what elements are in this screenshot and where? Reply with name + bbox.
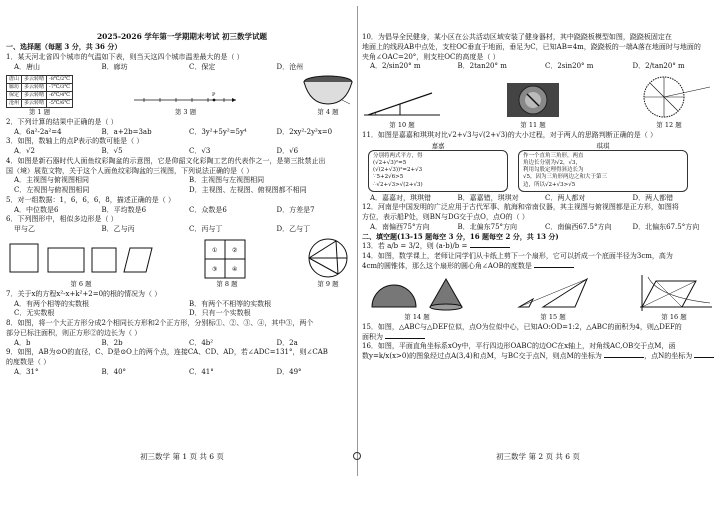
question-4-options-ab bbox=[14, 176, 358, 185]
figure-row-2 bbox=[6, 236, 358, 288]
option-b: B．廊坊 bbox=[101, 62, 128, 71]
figure-caption: 第 14 题 bbox=[404, 312, 430, 321]
option-b: B．a+2b=3ab bbox=[101, 127, 152, 136]
svg-text:③: ③ bbox=[212, 265, 218, 273]
option-a: A．31° bbox=[14, 367, 39, 376]
question-1-options bbox=[14, 63, 358, 72]
question-16: 16．如图，平面直角坐标系xOy中，平行四边形OABC的边OC在x轴上，对角线AC,OB交于点M，函 bbox=[362, 342, 676, 351]
figure-row-2 bbox=[362, 273, 714, 321]
option-c: C．南偏西67.5°方向 bbox=[545, 222, 612, 231]
polygons-figure bbox=[6, 238, 156, 280]
svg-text:①: ① bbox=[212, 246, 218, 254]
jiajia-label: 嘉嘉 bbox=[431, 141, 445, 150]
question-16-cont: 数y=k/x(x>0)的图象经过点A(3,4)和点M，与BC交于点N，则点M的坐标为 ，点N的坐标为 bbox=[362, 352, 714, 361]
question-10-options bbox=[370, 62, 714, 71]
option-d: D．两人都错 bbox=[632, 193, 674, 202]
compass-circle-figure bbox=[624, 73, 714, 121]
option-a: A．主视图与俯视图相同 bbox=[14, 176, 90, 185]
svg-text:②: ② bbox=[232, 246, 238, 254]
option-a: A．2/sin20° m bbox=[370, 62, 421, 71]
figure-caption: 第 9 题 bbox=[317, 279, 339, 288]
option-b: B．嘉嘉错，琪琪对 bbox=[457, 193, 519, 202]
option-a: A．中位数是6 bbox=[14, 205, 59, 214]
answer-blank[interactable] bbox=[694, 357, 714, 358]
coordinate-figure bbox=[634, 273, 714, 313]
option-a: A．√2 bbox=[14, 147, 35, 155]
question-12-options bbox=[370, 223, 714, 232]
figure-row-1 bbox=[362, 73, 714, 129]
figure-caption: 第 4 题 bbox=[317, 107, 339, 116]
figure-q15 bbox=[513, 273, 593, 321]
option-c: C．保定 bbox=[189, 62, 216, 71]
question-11: 11．如图是嘉嘉和琪琪对比√2+√3与√(2+√3)的大小过程，对于两人的思路判断正确的是（ ） bbox=[362, 131, 657, 140]
number-line-figure bbox=[130, 90, 240, 108]
exam-page-right bbox=[362, 0, 714, 509]
figure-caption: 第 16 题 bbox=[661, 312, 687, 321]
figure-q14 bbox=[362, 275, 472, 321]
option-a: A．嘉嘉对，琪琪错 bbox=[370, 193, 432, 202]
figure-q8 bbox=[201, 238, 253, 288]
question-7-options-ab bbox=[14, 300, 358, 309]
figure-q10 bbox=[362, 81, 442, 129]
question-13: 13．若 a/b = 3/2，则 (a-b)/b = bbox=[362, 242, 714, 251]
option-b: B．主视图与左视图相同 bbox=[189, 176, 265, 185]
square-grid-figure bbox=[201, 238, 253, 280]
qiqi-label: 琪琪 bbox=[596, 141, 610, 150]
question-2: 2．下列计算的结果中正确的是（ ） bbox=[6, 117, 118, 126]
question-8: 8．如图，将一个大正方形分成2个相同长方形和2个正方形，分别标①、②、③、④，其中③，两个 bbox=[6, 319, 314, 328]
answer-blank[interactable] bbox=[470, 247, 510, 248]
binding-hole bbox=[353, 452, 361, 460]
figure-row-1 bbox=[6, 74, 358, 116]
answer-blank[interactable] bbox=[385, 338, 425, 339]
similar-triangles-figure bbox=[513, 273, 593, 313]
option-a: A．唐山 bbox=[14, 62, 41, 71]
question-3-options bbox=[14, 147, 358, 156]
question-9-options bbox=[14, 368, 358, 377]
option-d: D．2a bbox=[276, 338, 298, 347]
jiajia-speech: 分别将两式平方，得 (√2+√3)²=5 (√(2+√3))²=2+√3 ∵5+2√6>5 ∴√2+√3>√(2+√3) bbox=[368, 150, 508, 192]
sector-cone-figure bbox=[362, 275, 472, 313]
option-b: B．2b bbox=[101, 338, 123, 347]
question-6-options bbox=[14, 225, 358, 234]
exam-page-left bbox=[6, 0, 358, 509]
question-10-cont: 地面上的线段AB中点处，支柱OC垂直于地面，垂足为C，已知AB=4m，跷跷板的一端A落在地面时与地面的 bbox=[362, 42, 701, 51]
answer-blank[interactable] bbox=[534, 267, 574, 268]
figure-q3 bbox=[130, 90, 240, 116]
question-9-cont: 的度数是（ ） bbox=[6, 358, 51, 367]
question-5: 5．对一组数据：1，6，6，6，8，描述正确的是（ ） bbox=[6, 195, 175, 204]
option-d: D．北偏东67.5°方向 bbox=[632, 222, 700, 231]
qiqi-panel bbox=[518, 142, 688, 192]
option-a: A．6a²-2a²=4 bbox=[14, 127, 62, 136]
option-d: D．乙与丁 bbox=[276, 225, 311, 233]
option-c: C．3y²+5y²=5y⁴ bbox=[189, 127, 247, 136]
figure-q6 bbox=[6, 238, 156, 288]
option-b: B．乙与丙 bbox=[101, 225, 135, 233]
page-footer: 初三数学 第 2 页 共 6 页 bbox=[496, 451, 580, 461]
option-b: B．40° bbox=[101, 367, 127, 376]
page-divider bbox=[357, 6, 358, 476]
figure-q1 bbox=[6, 75, 73, 116]
qiqi-speech: 作一个直角三角形，两直 角边长分别为√2，√3， 利用勾股定理得斜边长为 √5，因为三角形两边之和大于第三 边，所以√2+√3>√5 bbox=[518, 150, 688, 192]
option-d: D．只有一个实数根 bbox=[189, 309, 251, 318]
option-c: C．左视图与俯视图相同 bbox=[14, 186, 90, 194]
question-15: 15．如图，△ABC与△DEF位似，点O为位似中心，已知AO:OD=1:2，△ABC的面积为4，则△DEF的 bbox=[362, 322, 682, 331]
question-8-cont: 部分已标注面积，则正方形②的边长为（ ） bbox=[6, 328, 142, 337]
question-11-options bbox=[370, 194, 714, 203]
figure-q12 bbox=[624, 73, 714, 129]
option-a: 甲与乙 bbox=[14, 225, 35, 233]
option-d: D．2/tan20° m bbox=[632, 62, 685, 71]
question-9: 9．如图，AB为⊙O的直径，C、D是⊙O上的两个点，连接CA、CD、AD，若∠ADC=131°，则∠CAB bbox=[6, 348, 328, 357]
figure-caption: 第 12 题 bbox=[656, 121, 682, 129]
exam-title: 2025-2026 学年第一学期期末考试 初三数学试题 bbox=[96, 32, 268, 41]
option-c: C．无实数根 bbox=[14, 309, 55, 318]
question-6: 6．下列图形中，相似多边形是（ ） bbox=[6, 215, 118, 224]
option-c: C．√3 bbox=[189, 147, 211, 155]
question-12-cont: 方位，表示船P处，则BN与DG交于点O，点O的（ ） bbox=[362, 213, 529, 222]
question-7-options-cd bbox=[14, 309, 358, 318]
question-4-options-cd bbox=[14, 186, 358, 195]
figure-caption: 第 6 题 bbox=[70, 279, 92, 288]
question-10: 10．为倡导全民健身，某小区在公共活动区域安装了健身器材，其中跷跷板模型如图，跷跷板固定在 bbox=[362, 33, 672, 41]
figure-caption: 第 3 题 bbox=[174, 107, 197, 116]
question-14: 14．如图，数学课上，老师让同学们从卡纸上剪下一个扇形，它可以折成一个底面半径为3cm，高为 bbox=[362, 252, 673, 261]
option-a: A．南偏西75°方向 bbox=[370, 222, 430, 231]
answer-blank[interactable] bbox=[604, 357, 644, 358]
option-b: B．2tan20° m bbox=[457, 62, 507, 71]
figure-q16 bbox=[634, 273, 714, 321]
option-a: A．有两个相等的实数根 bbox=[14, 299, 90, 308]
option-c: C．众数是6 bbox=[189, 205, 227, 214]
option-c: C．4b² bbox=[189, 338, 214, 347]
option-d: D．主视图、左视图、俯视图都不相同 bbox=[189, 186, 307, 194]
option-d: D．方差是7 bbox=[276, 205, 315, 214]
section-heading-fill: 二、填空题(13-15 题每空 3 分，16 题每空 2 分，共 13 分) bbox=[362, 231, 559, 241]
option-b: B．√5 bbox=[101, 147, 123, 155]
figure-caption: 第 8 题 bbox=[216, 279, 238, 288]
option-d: D．√6 bbox=[276, 147, 299, 155]
figure-caption: 第 1 题 bbox=[28, 107, 51, 116]
option-d: D．49° bbox=[276, 367, 302, 376]
figure-caption: 第 11 题 bbox=[520, 121, 546, 129]
seesaw-figure bbox=[362, 81, 442, 121]
pottery-bowl-figure bbox=[298, 74, 358, 108]
question-15-cont: 面积为 bbox=[362, 333, 714, 342]
option-c: C．41° bbox=[189, 367, 214, 376]
question-4-cont: 国（境）展览文物，关于这个人面鱼纹彩陶盆的三视图，下列说法正确的是（ ） bbox=[6, 166, 254, 175]
figure-q9 bbox=[298, 236, 358, 288]
option-b: B．北偏东75°方向 bbox=[457, 222, 518, 231]
weather-table: 唐山 多云转晴 -8℃/2℃ 廊坊 多云转晴 -7℃/3℃ 保定 多云转晴 -6℃/4℃ 沧州 多云转晴 -5℃/6℃ bbox=[6, 75, 73, 108]
option-c: C．2sin20° m bbox=[545, 62, 594, 71]
option-b: B．有两个不相等的实数根 bbox=[189, 299, 272, 308]
section-heading-choice: 一、选择题（每题 3 分，共 36 分） bbox=[6, 42, 122, 52]
option-d: D．沧州 bbox=[276, 62, 304, 71]
svg-text:P: P bbox=[212, 91, 216, 98]
question-14-cont: 4cm的圆锥体，那么这个扇形的圆心角∠AOB的度数是 bbox=[362, 262, 714, 271]
option-d: D．2xy²-2y²x=0 bbox=[276, 127, 333, 136]
question-3: 3．如图，数轴上的点P表示的数可能是（ ） bbox=[6, 137, 144, 146]
figure-caption: 第 10 题 bbox=[389, 121, 415, 129]
figure-q4 bbox=[298, 74, 358, 116]
question-2-options bbox=[14, 128, 358, 137]
option-b: B．平均数是6 bbox=[101, 205, 147, 214]
question-7: 7．关于x的方程x²-x+k²+2=0的根的情况为（ ） bbox=[6, 289, 162, 298]
compass-photo-figure bbox=[503, 81, 563, 121]
question-11-dialog bbox=[368, 142, 714, 192]
jiajia-panel bbox=[368, 142, 508, 192]
svg-text:④: ④ bbox=[232, 265, 238, 273]
question-8-options bbox=[14, 339, 358, 348]
option-c: C．两人都对 bbox=[545, 193, 586, 202]
question-10-cont2: 夹角∠OAC=20°，则支柱OC的高度是（ ） bbox=[362, 52, 500, 61]
option-c: C．丙与丁 bbox=[189, 225, 223, 233]
page-footer: 初三数学 第 1 页 共 6 页 bbox=[140, 451, 224, 461]
figure-q11-photo bbox=[503, 81, 563, 129]
question-1: 1．某天河北省四个城市的气温如下表，则当天这四个城市温差最大的是（ ） bbox=[6, 53, 244, 62]
circle-figure bbox=[298, 236, 358, 280]
question-12: 12．河南是中国发明的广泛应用于古代军事、航海和帝南仪器，其主视图与俯视图都是正方形，如图将 bbox=[362, 203, 679, 212]
option-a: A．b bbox=[14, 338, 31, 347]
figure-caption: 第 15 题 bbox=[540, 312, 566, 321]
question-4: 4．如图是新石器时代人面鱼纹彩陶盆的示意图，它是仰韶文化彩陶工艺的代表作之一，是第三批禁止出 bbox=[6, 156, 326, 165]
question-5-options bbox=[14, 206, 358, 215]
